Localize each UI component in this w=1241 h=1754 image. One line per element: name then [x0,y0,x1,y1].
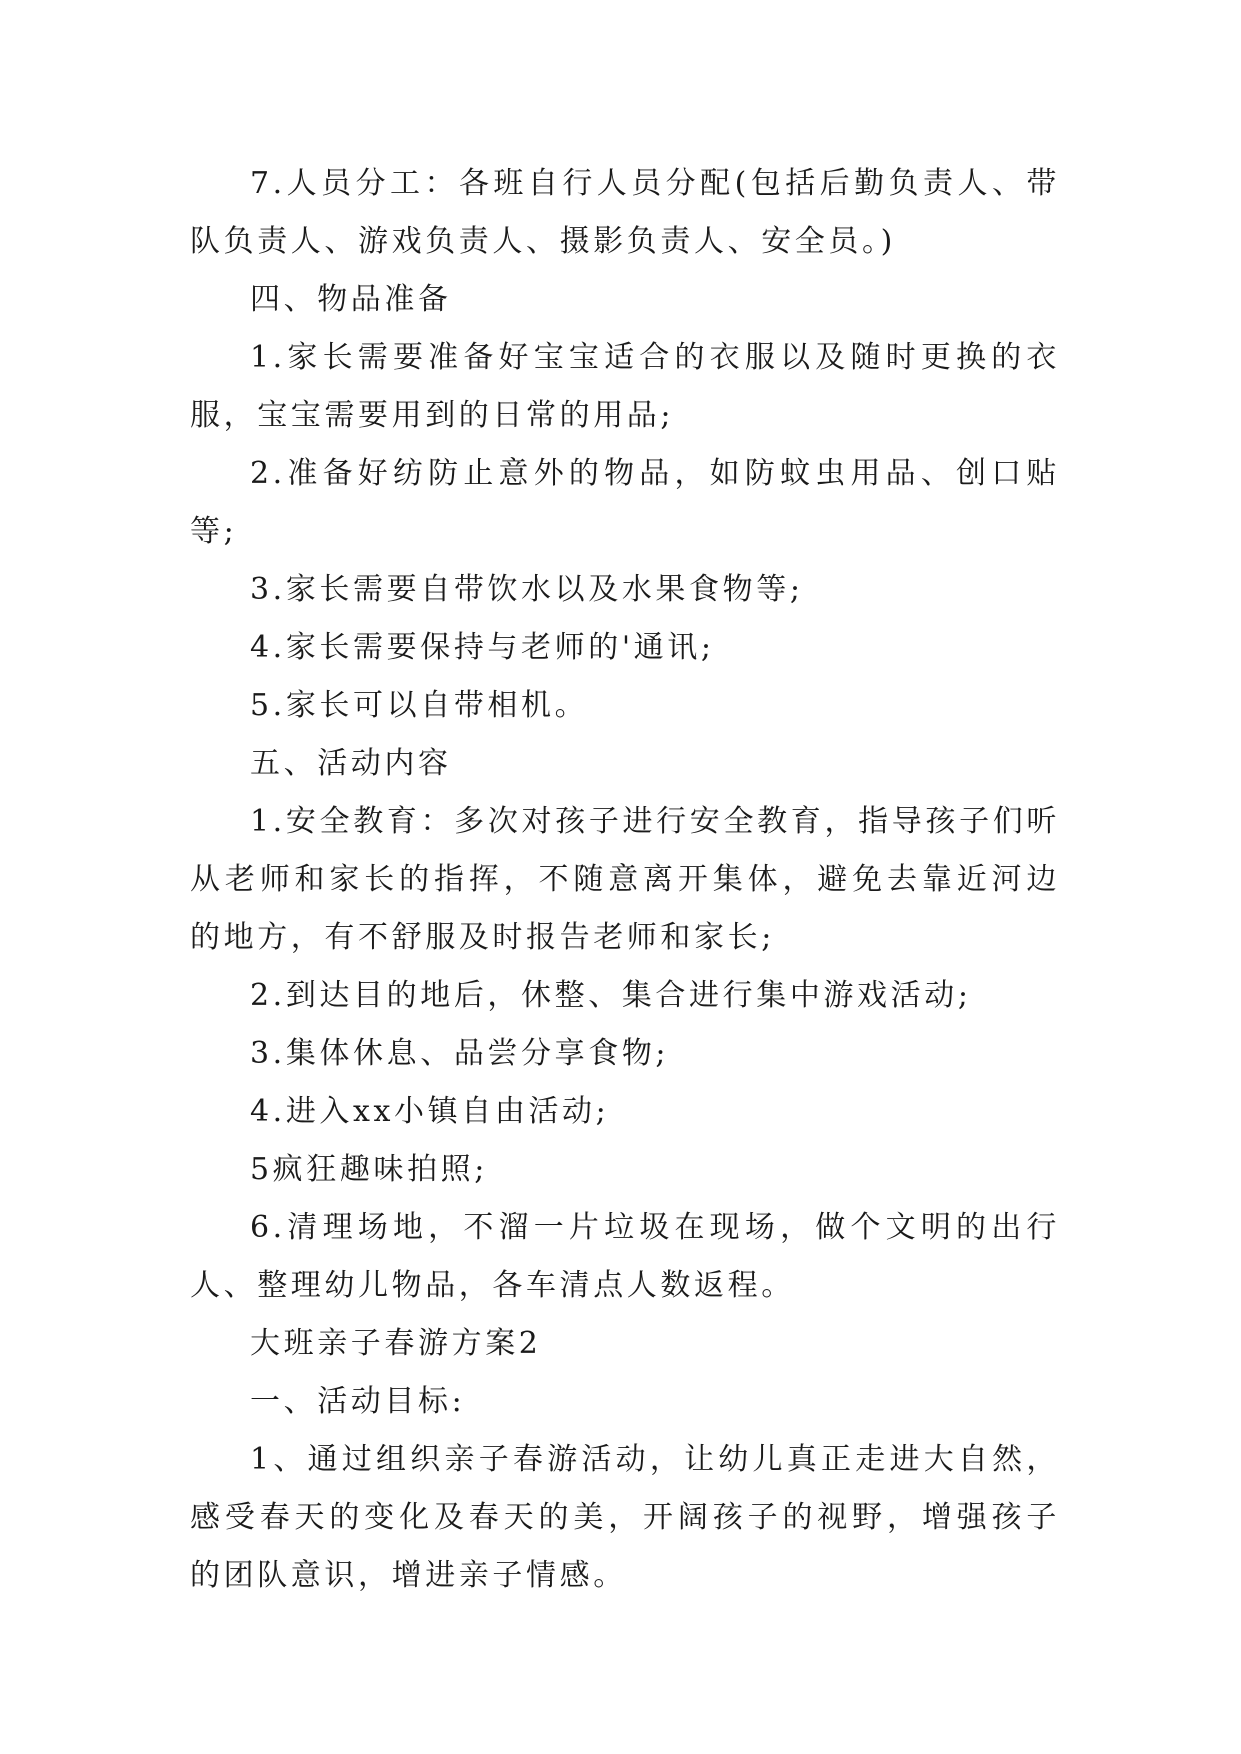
paragraph-safety-education: 1.安全教育：多次对孩子进行安全教育，指导孩子们听从老师和家长的指挥，不随意离开集体，避免去靠近河边的地方，有不舒服及时报告老师和家长; [190,804,1060,955]
paragraph-photos: 5疯狂趣味拍照; [250,1152,488,1187]
paragraph-rest-food: 3.集体休息、品尝分享食物; [250,1036,670,1071]
paragraph-water-food: 3.家长需要自带饮水以及水果食物等; [250,572,804,607]
paragraph-staff-division: 7.人员分工：各班自行人员分配(包括后勤负责人、带队负责人、游戏负责人、摄影负责人、安全员。) [190,166,1060,259]
section-heading-goals: 一、活动目标: [250,1384,466,1419]
paragraph-clothes: 1.家长需要准备好宝宝适合的衣服以及随时更换的衣服，宝宝需要用到的日常的用品; [190,340,1060,433]
document-page [190,155,1060,1605]
paragraph-safety-items: 2.准备好纺防止意外的物品，如防蚊虫用品、创口贴等; [190,456,1060,549]
section-heading-activities: 五、活动内容 [250,746,452,781]
paragraph-communication: 4.家长需要保持与老师的'通讯; [250,630,715,665]
paragraph-arrival-games: 2.到达目的地后，休整、集合进行集中游戏活动; [250,978,972,1013]
paragraph-cleanup: 6.清理场地，不溜一片垃圾在现场，做个文明的出行人、整理幼儿物品，各车清点人数返程。 [190,1210,1060,1303]
paragraph-free-activity: 4.进入xx小镇自由活动; [250,1094,610,1129]
plan-title-2: 大班亲子春游方案2 [250,1326,542,1361]
section-heading-supplies: 四、物品准备 [250,282,452,317]
paragraph-camera: 5.家长可以自带相机。 [250,688,589,723]
paragraph-goal-1: 1、通过组织亲子春游活动，让幼儿真正走进大自然，感受春天的变化及春天的美，开阔孩子的视野，增强孩子的团队意识，增进亲子情感。 [190,1442,1060,1593]
